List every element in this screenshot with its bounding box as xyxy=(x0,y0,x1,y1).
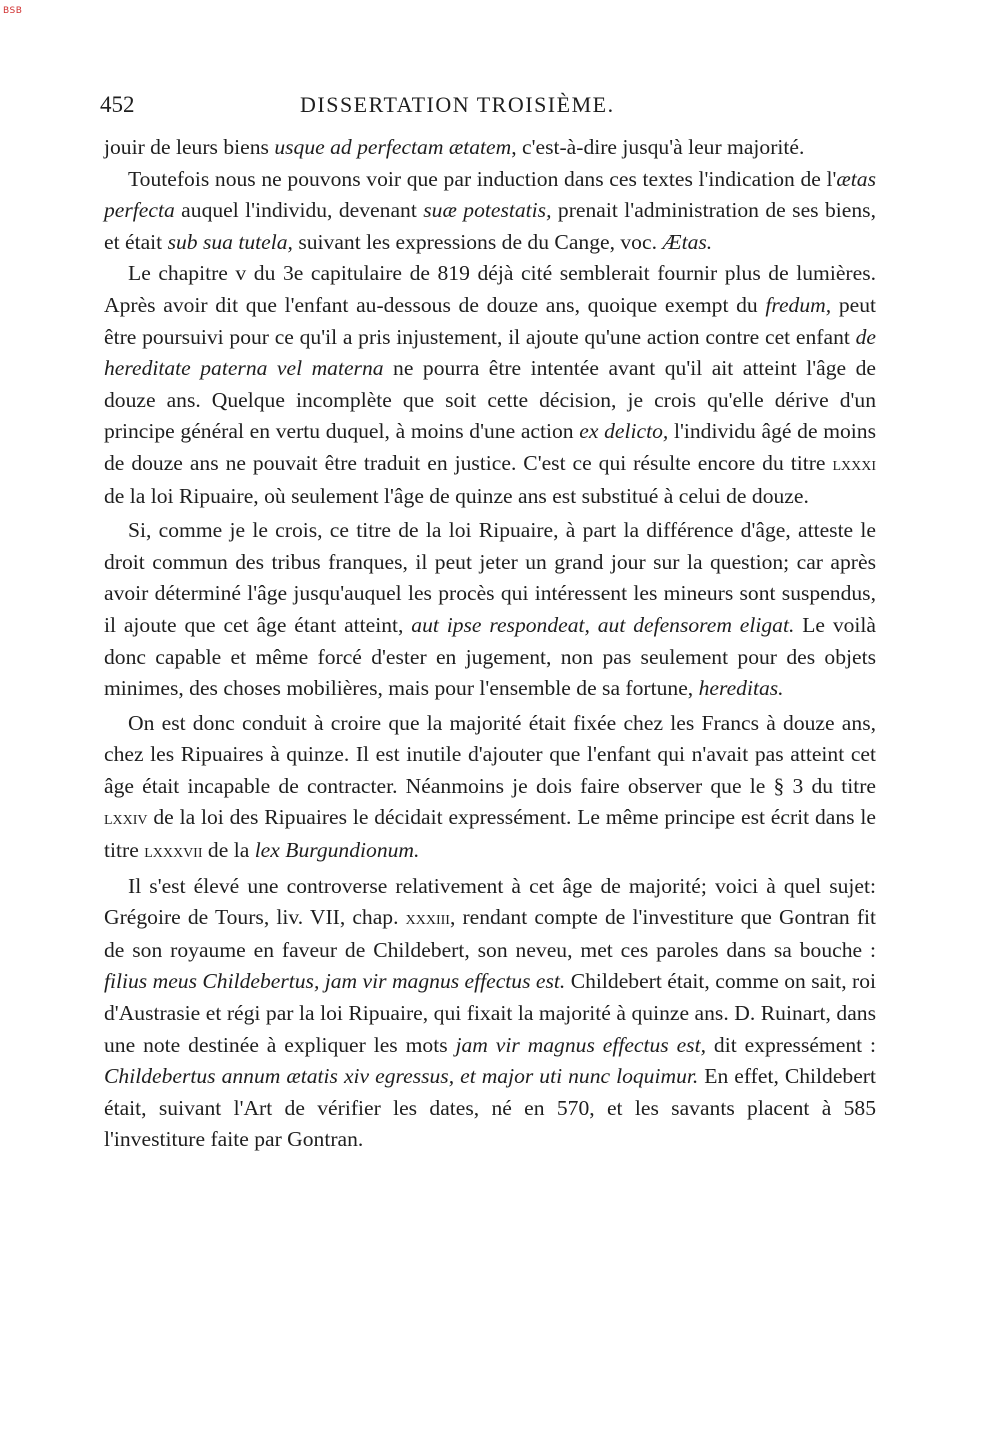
body-text xyxy=(104,132,876,1156)
roman-numeral: lxxxi xyxy=(832,453,876,475)
italic-text: de hereditate paterna vel materna xyxy=(104,324,876,381)
italic-text: hereditas. xyxy=(698,676,784,701)
italic-text: ætas perfecta xyxy=(104,166,876,223)
page-header xyxy=(100,92,880,126)
italic-text: fredum, xyxy=(765,292,832,317)
running-title: DISSERTATION TROISIÈME. xyxy=(300,92,615,117)
paragraph: On est donc conduit à croire que la majorité était fixée chez les Francs à douze ans, chez les Ripuaires à quinze. Il est inutile d'ajouter que l'enfant qui n'avait pas atteint cet âge était incapable de contracter. Néanmoins je dois faire observer que le § 3 du titre lxxiv de la loi des Ripuaires le décidait expressément. Le même principe est écrit dans le titre lxxxvii de la lex Burgundionum. xyxy=(104,710,876,863)
paragraph: Il s'est élevé une controverse relativement à cet âge de majorité; voici à quel sujet: Grégoire de Tours, liv. VII, chap. xxxiii, rendant compte de l'investiture que Gontran fit de son royaume en faveur de Childebert, son neveu, met ces paroles dans sa bouche : filius meus Childebertus, jam vir magnus effectus est. Childebert était, comme on sait, roi d'Austrasie et régi par la loi Ripuaire, qui fixait la majorité à quinze ans. D. Ruinart, dans une note destinée à expliquer les mots jam vir magnus effectus est, dit expressément : Childebertus annum ætatis xiv egressus, et major uti nunc loquimur. En effet, Childebert était, suivant l'Art de vérifier les dates, né en 570, et les savants placent à 585 l'investiture faite par Gontran. xyxy=(104,873,877,1152)
library-watermark: BSB xyxy=(3,6,23,16)
italic-text: Childebertus annum ætatis xiv egressus, et major uti nunc loquimur. xyxy=(104,1064,699,1089)
roman-numeral: lxxiv xyxy=(104,808,148,830)
italic-text: Ætas. xyxy=(662,229,713,254)
paragraph: jouir de leurs biens usque ad perfectam ætatem, c'est-à-dire jusqu'à leur majorité. xyxy=(104,135,805,159)
italic-text: sub sua tutela, xyxy=(167,229,293,254)
page-number: 452 xyxy=(100,92,135,117)
paragraph: Si, comme je le crois, ce titre de la loi Ripuaire, à part la différence d'âge, atteste le droit commun des tribus franques, il peut jeter un grand jour sur la question; car après avoir déterminé l'âge jusqu'auquel les procès qui intéressent les mineurs sont suspendus, il ajoute que cet âge étant atteint, aut ipse respondeat, aut defensorem eligat. Le voilà donc capable et même forcé d'ester en jugement, non pas seulement pour des objets minimes, des choses mobilières, mais pour l'ensemble de sa fortune, hereditas. xyxy=(104,518,876,701)
roman-numeral: xxxiii xyxy=(405,908,450,930)
paragraph: Le chapitre v du 3e capitulaire de 819 déjà cité semblerait fournir plus de lumières. Après avoir dit que l'enfant au-dessous de douze ans, quoique exempt du fredum, peut être poursuivi pour ce qu'il a pris injustement, il ajoute qu'une action contre cet enfant de hereditate paterna vel materna ne pourra être intentée avant qu'il ait atteint l'âge de douze ans. Quelque incomplète que soit cette décision, je crois qu'elle dérive d'un principe général en vertu duquel, à moins d'une action ex delicto, l'individu âgé de moins de douze ans ne pouvait être traduit en justice. C'est ce qui résulte encore du titre lxxxi de la loi Ripuaire, où seulement l'âge de quinze ans est substitué à celui de douze. xyxy=(104,261,877,508)
roman-numeral: lxxxvii xyxy=(144,841,203,863)
paragraph: Toutefois nous ne pouvons voir que par induction dans ces textes l'indication de l'ætas perfecta auquel l'individu, devenant suæ potestatis, prenait l'administration de ses biens, et était sub sua tutela, suivant les expressions de du Cange, voc. Ætas. xyxy=(104,166,876,254)
italic-text: ex delicto, xyxy=(579,419,669,444)
italic-text: filius meus Childebertus, jam vir magnus effectus est. xyxy=(104,969,566,994)
italic-text: jam vir magnus effectus est, xyxy=(455,1032,706,1057)
italic-text: aut ipse respondeat, aut defensorem eligat. xyxy=(411,612,795,637)
italic-text: lex Burgundionum. xyxy=(254,838,420,863)
italic-text: usque ad perfectam ætatem xyxy=(274,135,512,159)
italic-text: suæ potestatis, xyxy=(423,198,552,223)
